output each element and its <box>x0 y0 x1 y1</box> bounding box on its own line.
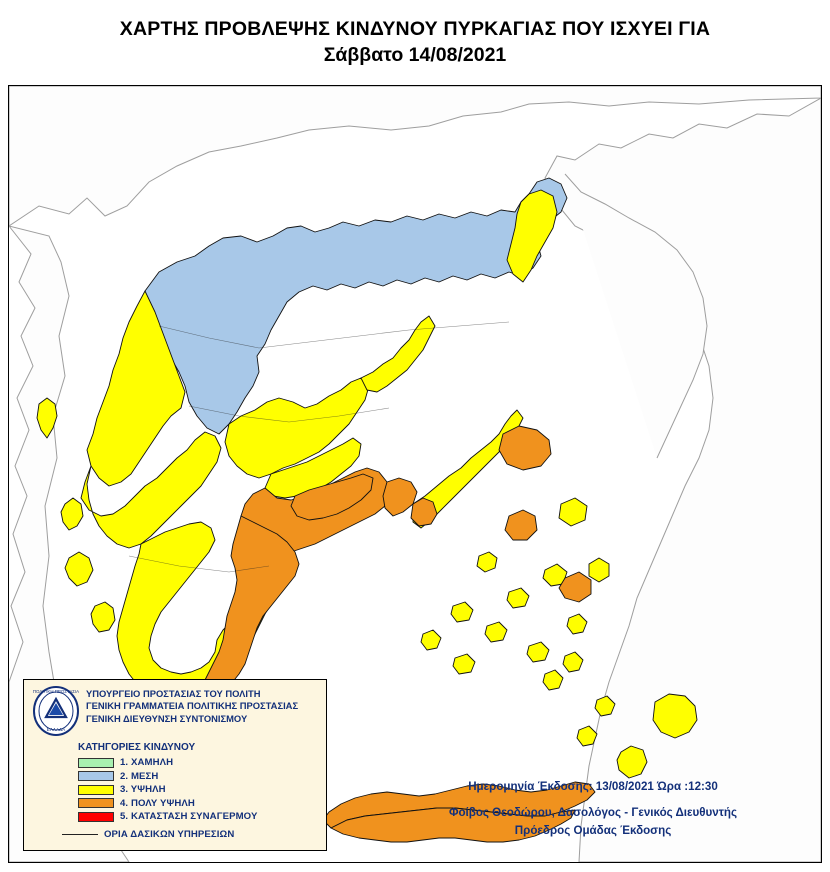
legend-row-alarm <box>78 810 318 824</box>
legend-label-high: 3. ΥΨΗΛΗ <box>120 784 166 796</box>
swatch-high <box>78 785 114 795</box>
legend-label-medium: 2. ΜΕΣΗ <box>120 770 159 782</box>
swatch-medium <box>78 771 114 781</box>
legend-org-line-3: ΓΕΝΙΚΗ ΔΙΕΥΘΥΝΣΗ ΣΥΝΤΟΝΙΣΜΟΥ <box>86 712 248 724</box>
legend-row-boundaries <box>62 829 318 840</box>
legend-category-rows <box>78 756 318 824</box>
title-line-1: ΧΑΡΤΗΣ ΠΡΟΒΛΕΨΗΣ ΚΙΝΔΥΝΟΥ ΠΥΡΚΑΓΙΑΣ ΠΟΥ ΙΣΧΥΕΙ ΓΙΑ <box>119 18 711 40</box>
author-role: Πρόεδρος Ομάδας Έκδοσης <box>514 824 672 837</box>
author-name: Φοίβος Θεοδώρου, Δασολόγος - Γενικός Διευθυντής <box>448 806 738 819</box>
credits-block <box>383 778 803 840</box>
swatch-very-high <box>78 798 114 808</box>
legend-box <box>23 679 327 851</box>
legend-organization <box>86 686 298 725</box>
legend-row-high <box>78 783 318 797</box>
legend-row-very-high <box>78 797 318 811</box>
issue-datetime: Ημερομηνία Έκδοσης: 13/08/2021 Ώρα :12:30 <box>468 780 718 793</box>
page-title <box>0 0 830 68</box>
swatch-low <box>78 758 114 768</box>
legend-label-low: 1. ΧΑΜΗΛΗ <box>120 757 174 769</box>
legend-row-medium <box>78 770 318 784</box>
legend-categories-title: ΚΑΤΗΓΟΡΙΕΣ ΚΙΝΔΥΝΟΥ <box>78 742 196 753</box>
legend-header <box>32 686 318 736</box>
legend-label-boundaries: ΟΡΙΑ ΔΑΣΙΚΩΝ ΥΠΗΡΕΣΙΩΝ <box>104 828 235 840</box>
legend-label-alarm: 5. ΚΑΤΑΣΤΑΣΗ ΣΥΝΑΓΕΡΜΟΥ <box>120 811 258 823</box>
svg-text:ΠΟΛΙΤΙΚΗ ΠΡΟΣΤΑΣΙΑ: ΠΟΛΙΤΙΚΗ ΠΡΟΣΤΑΣΙΑ <box>32 689 80 694</box>
map-frame <box>8 85 822 863</box>
svg-text:ΕΛΛΑΔΑ: ΕΛΛΑΔΑ <box>46 727 66 732</box>
legend-org-line-2: ΓΕΝΙΚΗ ΓΡΑΜΜΑΤΕΙΑ ΠΟΛΙΤΙΚΗΣ ΠΡΟΣΤΑΣΙΑΣ <box>86 700 299 712</box>
boundary-line-icon <box>62 834 98 835</box>
legend-row-low <box>78 756 318 770</box>
legend-org-line-1: ΥΠΟΥΡΓΕΙΟ ΠΡΟΣΤΑΣΙΑΣ ΤΟΥ ΠΟΛΙΤΗ <box>86 688 261 699</box>
civil-protection-crest-icon <box>32 686 80 736</box>
legend-label-very-high: 4. ΠΟΛΥ ΥΨΗΛΗ <box>120 797 195 809</box>
title-line-2: Σάββατο 14/08/2021 <box>323 44 507 66</box>
swatch-alarm <box>78 812 114 822</box>
